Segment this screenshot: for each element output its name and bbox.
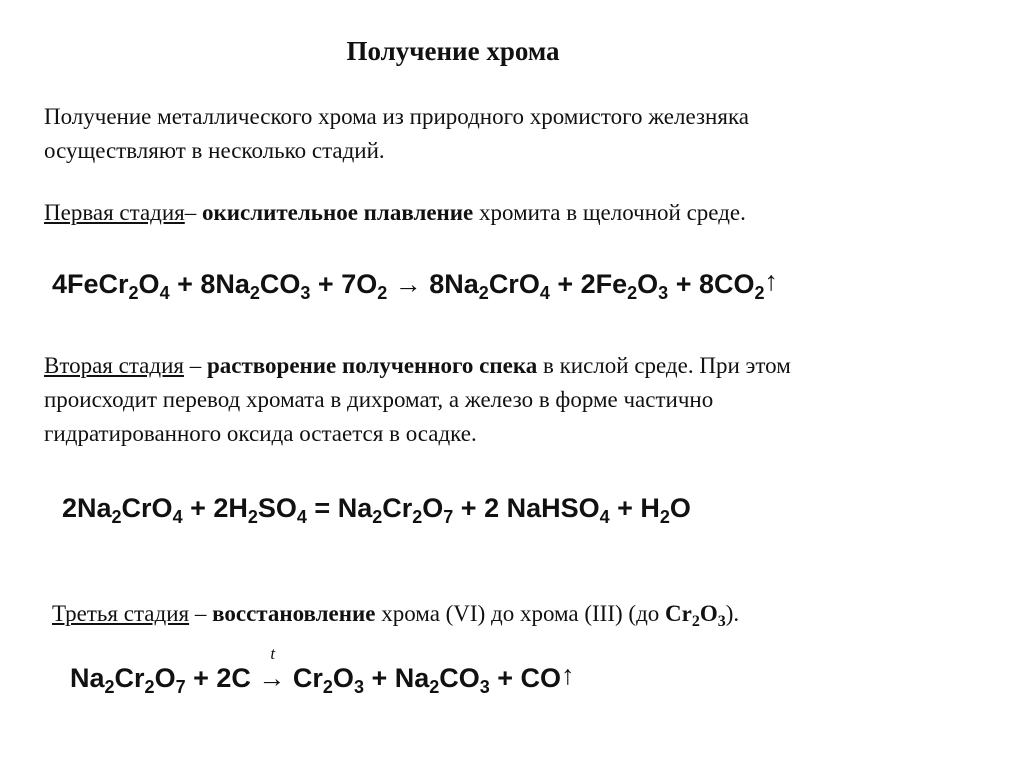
stage-1-dash: – [184, 200, 203, 225]
stage-3-formula: $Cr_2O_3$ [665, 601, 726, 630]
reaction-arrow-icon: → [394, 269, 422, 299]
stage-2-line-3: гидратированного оксида остается в осадке. [44, 421, 477, 446]
intro-paragraph [44, 100, 749, 168]
page-title: Получение хрома [346, 36, 560, 66]
temperature-label: t [270, 644, 276, 663]
stage-2-line-2: происходит перевод хромата в дихромат, а железо в форме частично [44, 387, 714, 412]
intro-line-1: Получение металлического хрома из природного хромистого железняка [44, 104, 749, 129]
stage-2-line-1: Вторая стадия – растворение полученного спека в кислой среде. При этом [44, 353, 791, 378]
stage-1-bold: окислительное плавление [202, 200, 474, 225]
stage-3-bold: восстановление [212, 601, 376, 626]
gas-up-arrow-icon: ↑ [764, 266, 778, 296]
intro-line-2: осуществляют в несколько стадий. [44, 138, 385, 163]
reaction-arrow-icon: → [258, 663, 286, 693]
equation-1: $4FeCr_2O_4 + 8Na_2CO_3 + 7O_2 \to 8Na_2CrO_4 + 2Fe_2O_3$ + $8CO_2↑$ [52, 264, 778, 304]
stage-1-text [44, 196, 746, 230]
stage-2-bold: растворение полученного спека [206, 353, 538, 378]
gas-up-arrow-icon: ↑ [561, 660, 575, 690]
stage-3-text: Третья стадия – восстановление хрома (VI) до хрома (III) (до $Cr_2O_3$). [52, 601, 740, 630]
heat-arrow [258, 644, 286, 698]
stage-2-text [44, 349, 791, 451]
stage-1-rest: хромита в щелочной среде. [473, 200, 746, 225]
equation-2: $2Na_2CrO_4 + 2H_2SO_4 = Na_2Cr_2O_7 + 2$ NaHSO$_4$ + $H_2O$ [62, 493, 691, 527]
equation-3: $Na_2Cr_2O_7 + 2C$ t → $Cr_2O_3 + Na_2CO_3$ + CO↑ [70, 658, 575, 698]
stage-2-label: Вторая стадия [44, 353, 184, 378]
stage-1-label: Первая стадия [44, 200, 185, 225]
stage-3-label: Третья стадия [52, 601, 190, 626]
